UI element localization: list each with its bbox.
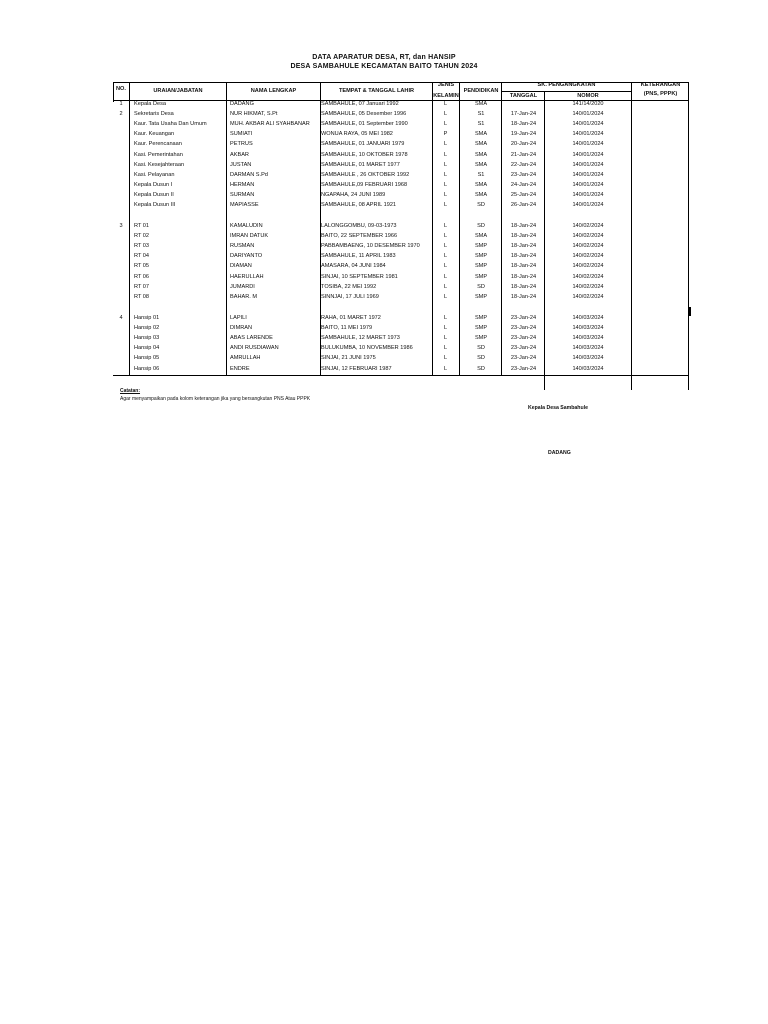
cell-pendidikan: S1	[477, 111, 485, 118]
col-rule-1	[129, 82, 130, 375]
cell-jenis-kelamin: L	[443, 325, 448, 332]
cell-nomor: 140/01/2024	[572, 131, 604, 138]
cell-jenis-kelamin: L	[443, 181, 448, 188]
cell-nama: DARIYANTO	[230, 253, 263, 260]
cell-nama: HAERULLAH	[230, 273, 264, 280]
cell-nama: DIMRAN	[230, 325, 253, 332]
cell-tanggal: 17-Jan-24	[510, 111, 537, 118]
cell-nomor: 140/03/2024	[572, 345, 604, 352]
cell-ttl: SINNJAI, 17 JULI 1969	[321, 293, 379, 300]
cell-nomor: 140/03/2024	[572, 335, 604, 342]
cell-no: 4	[119, 315, 123, 321]
header-sk: SK. PENGANGKATAN	[537, 82, 596, 88]
cell-nomor: 140/02/2024	[572, 253, 604, 260]
cell-jenis-kelamin: L	[443, 191, 448, 198]
cell-nama: PETRUS	[230, 141, 253, 148]
cell-jenis-kelamin: L	[443, 141, 448, 148]
cell-uraian: Kaur. Keuangan	[134, 131, 175, 138]
cell-uraian: Kaur. Tata Usaha Dan Umum	[134, 121, 207, 128]
cell-tanggal: 18-Jan-24	[510, 243, 537, 250]
cell-uraian: Sekretaris Desa	[134, 111, 174, 118]
col-marker	[689, 307, 691, 316]
cell-pendidikan: SMP	[474, 335, 488, 342]
cell-uraian: Hansip 03	[134, 335, 160, 342]
cell-tanggal: 18-Jan-24	[510, 233, 537, 240]
cell-tanggal: 23-Jan-24	[510, 335, 537, 342]
cell-nama: ENDRE	[230, 365, 250, 372]
cell-uraian: RT 02	[134, 233, 150, 240]
cell-nama: DARMAN S.Pd	[230, 171, 268, 178]
cell-no: 3	[119, 223, 123, 229]
cell-pendidikan: SMA	[474, 181, 488, 188]
cell-jenis-kelamin: L	[443, 233, 448, 240]
cell-nomor: 140/01/2024	[572, 121, 604, 128]
cell-nomor: 140/03/2024	[572, 315, 604, 321]
header-no: NO.	[116, 86, 126, 92]
cell-tanggal: 18-Jan-24	[510, 273, 537, 280]
cell-tanggal: 19-Jan-24	[510, 131, 537, 138]
cell-jenis-kelamin: L	[443, 273, 448, 280]
cell-ttl: LALONGGOMBU, 09-03-1973	[321, 223, 397, 229]
cell-nomor: 140/03/2024	[572, 365, 604, 372]
cell-uraian: RT 04	[134, 253, 150, 260]
cell-jenis-kelamin: L	[443, 243, 448, 250]
cell-uraian: Hansip 01	[134, 315, 160, 321]
cell-pendidikan: SMA	[474, 101, 488, 107]
cell-no: 2	[119, 111, 123, 118]
cell-nomor: 140/01/2024	[572, 191, 604, 198]
cell-pendidikan: SD	[477, 283, 485, 290]
cell-uraian: Hansip 06	[134, 365, 160, 372]
cell-ttl: BULUKUMBA, 10 NOVEMBER 1986	[321, 345, 413, 352]
cell-tanggal: 18-Jan-24	[510, 263, 537, 270]
cell-nama: MUH. AKBAR ALI SYAHBANAR	[230, 121, 310, 128]
cell-jenis-kelamin: L	[443, 253, 448, 260]
cell-ttl: SAMBAHULE, 10 OKTOBER 1978	[321, 151, 408, 158]
cell-jenis-kelamin: L	[443, 335, 448, 342]
header-jk-1: JENIS	[437, 82, 455, 88]
header-uraian: URAIAN/JABATAN	[153, 88, 203, 94]
cell-pendidikan: SD	[477, 202, 485, 208]
cell-uraian: Hansip 02	[134, 325, 160, 332]
cell-tanggal: 23-Jan-24	[510, 355, 537, 362]
cell-nama: NUR HIKMAT, S.Pt	[230, 111, 278, 118]
cell-nama: DIAMAN	[230, 263, 252, 270]
header-jk-2: KELAMIN	[433, 93, 459, 99]
table-bottom-rule	[113, 375, 689, 376]
cell-jenis-kelamin: L	[443, 315, 448, 321]
cell-nomor: 140/01/2024	[572, 202, 604, 208]
cell-ttl: RAHA, 01 MARET 1972	[321, 315, 381, 321]
cell-uraian: RT 06	[134, 273, 150, 280]
cell-nama: ABAS LARENDE	[230, 335, 273, 342]
cell-tanggal: 18-Jan-24	[510, 121, 537, 128]
cell-pendidikan: S1	[477, 171, 485, 178]
cell-nomor: 140/02/2024	[572, 293, 604, 300]
document-subtitle: DESA SAMBAHULE KECAMATAN BAITO TAHUN 2024	[290, 63, 478, 70]
cell-uraian: Kasi. Pelayanan	[134, 171, 175, 178]
cell-tanggal: 25-Jan-24	[510, 191, 537, 198]
cell-ttl: SAMBAHULE , 26 OKTOBER 1992	[321, 171, 410, 178]
cell-jenis-kelamin: L	[443, 171, 448, 178]
cell-ttl: SAMBAHULE, 08 APRIL 1921	[321, 202, 397, 208]
col-rule-9	[688, 82, 689, 390]
cell-pendidikan: SMA	[474, 141, 488, 148]
cell-ttl: SINJAI, 10 SEPTEMBER 1981	[321, 273, 398, 280]
col-rule-8	[631, 82, 632, 390]
cell-jenis-kelamin: L	[443, 161, 448, 168]
cell-pendidikan: S1	[477, 121, 485, 128]
cell-ttl: WONUA RAYA, 05 MEI 1982	[321, 131, 393, 138]
cell-pendidikan: SD	[477, 365, 485, 372]
cell-nomor: 140/01/2024	[572, 171, 604, 178]
cell-pendidikan: SMP	[474, 243, 488, 250]
cell-uraian: RT 07	[134, 283, 150, 290]
cell-nomor: 140/02/2024	[572, 243, 604, 250]
cell-jenis-kelamin: L	[443, 345, 448, 352]
cell-uraian: RT 05	[134, 263, 150, 270]
cell-tanggal: 18-Jan-24	[510, 283, 537, 290]
header-nomor: NOMOR	[577, 93, 599, 99]
cell-ttl: PABBAMBAENG, 10 DESEMBER 1970	[321, 243, 420, 250]
cell-nama: LAPILI	[230, 315, 247, 321]
cell-jenis-kelamin: L	[443, 101, 448, 107]
cell-ttl: SAMBAHULE, 12 MARET 1973	[321, 335, 400, 342]
cell-jenis-kelamin: L	[443, 355, 448, 362]
cell-uraian: RT 08	[134, 293, 150, 300]
cell-jenis-kelamin: L	[443, 365, 448, 372]
cell-nama: ANDI RUSDIAWAN	[230, 345, 279, 352]
cell-nama: MAPIASSE	[230, 202, 259, 208]
cell-ttl: BAITO, 22 SEPTEMBER 1966	[321, 233, 398, 240]
cell-tanggal: 23-Jan-24	[510, 325, 537, 332]
cell-uraian: Hansip 04	[134, 345, 160, 352]
signature-role: Kepala Desa Sambahule	[528, 405, 588, 411]
cell-nama: JUSTAN	[230, 161, 252, 168]
header-keterangan-sub: (PNS, PPPK)	[643, 91, 678, 97]
cell-nomor: 140/02/2024	[572, 233, 604, 240]
cell-uraian: Kepala Dusun I	[134, 181, 173, 188]
cell-nama: DADANG	[230, 101, 254, 107]
cell-nomor: 140/01/2024	[572, 141, 604, 148]
header-tanggal: TANGGAL	[509, 93, 538, 99]
cell-tanggal: 22-Jan-24	[510, 161, 537, 168]
document-title: DATA APARATUR DESA, RT, dan HANSIP	[312, 54, 456, 61]
cell-nama: IMRAN DATUK	[230, 233, 269, 240]
cell-ttl: SINJAI, 12 FEBRUARI 1987	[321, 365, 392, 372]
cell-nama: BAHAR. M	[230, 293, 258, 300]
cell-ttl: SAMBAHULE,09 FEBRUARI 1968	[321, 181, 408, 188]
cell-pendidikan: SD	[477, 355, 485, 362]
cell-uraian: RT 03	[134, 243, 150, 250]
notes-label: Catatan:	[120, 388, 141, 394]
cell-tanggal: 18-Jan-24	[510, 293, 537, 300]
cell-tanggal: 24-Jan-24	[510, 181, 537, 188]
cell-tanggal: 26-Jan-24	[510, 202, 537, 208]
cell-nomor: 140/01/2024	[572, 111, 604, 118]
cell-jenis-kelamin: L	[443, 151, 448, 158]
cell-pendidikan: SMA	[474, 151, 488, 158]
cell-nomor: 140/02/2024	[572, 273, 604, 280]
cell-nomor: 140/01/2024	[572, 151, 604, 158]
cell-pendidikan: SMP	[474, 315, 488, 321]
cell-uraian: Kasi. Pemerintahan	[134, 151, 183, 158]
cell-nama: KAMALUDIN	[230, 223, 263, 229]
cell-ttl: SAMBAHULE, 01 JANUARI 1979	[321, 141, 405, 148]
header-nama: NAMA LENGKAP	[250, 88, 297, 94]
cell-pendidikan: SMP	[474, 263, 488, 270]
cell-uraian: Kasi. Kesejahteraan	[134, 161, 185, 168]
header-ttl: TEMPAT & TANGGAL LAHIR	[338, 88, 415, 94]
col-rule-2	[226, 82, 227, 375]
cell-jenis-kelamin: L	[443, 263, 448, 270]
cell-nomor: 140/03/2024	[572, 325, 604, 332]
cell-pendidikan: SMP	[474, 293, 488, 300]
header-top-rule	[113, 82, 689, 83]
cell-ttl: SAMBAHULE, 01 MARET 1977	[321, 161, 400, 168]
cell-pendidikan: SMA	[474, 161, 488, 168]
cell-nomor: 140/01/2024	[572, 181, 604, 188]
cell-nama: HERMAN	[230, 181, 255, 188]
cell-uraian: Kaur. Perencanaan	[134, 141, 182, 148]
cell-ttl: TOSIBA, 22 MEI 1992	[321, 283, 377, 290]
cell-nama: SUMIATI	[230, 131, 253, 138]
cell-pendidikan: SMP	[474, 325, 488, 332]
cell-ttl: BAITO, 11 MEI 1979	[321, 325, 373, 332]
aparatur-table	[113, 82, 689, 392]
cell-tanggal: 23-Jan-24	[510, 365, 537, 372]
cell-pendidikan: SMA	[474, 131, 488, 138]
cell-tanggal: 23-Jan-24	[510, 315, 537, 321]
cell-uraian: Kepala Desa	[134, 101, 167, 107]
cell-tanggal: 23-Jan-24	[510, 171, 537, 178]
col-rule-0	[113, 82, 114, 102]
cell-nama: JUMARDI	[230, 283, 255, 290]
cell-tanggal: 21-Jan-24	[510, 151, 537, 158]
cell-jenis-kelamin: L	[443, 111, 448, 118]
cell-nama: AKBAR	[230, 151, 249, 158]
cell-jenis-kelamin: L	[443, 293, 448, 300]
cell-jenis-kelamin: L	[443, 202, 448, 208]
header-pendidikan: PENDIDIKAN	[463, 88, 499, 94]
notes-text: Agar menyampaikan pada kolom keterangan jika yang bersangkutan PNS Atau PPPK	[120, 396, 311, 402]
cell-nama: SURMAN	[230, 191, 255, 198]
cell-nama: AMRULLAH	[230, 355, 261, 362]
cell-jenis-kelamin: L	[443, 283, 448, 290]
header-keterangan: KETERANGAN	[640, 82, 681, 88]
cell-no: 1	[119, 101, 123, 107]
cell-tanggal: 23-Jan-24	[510, 345, 537, 352]
cell-ttl: AMASARA, 04 JUNI 1984	[321, 263, 386, 270]
cell-ttl: SAMBAHULE, 05 Desember 1996	[321, 111, 407, 118]
cell-tanggal: 20-Jan-24	[510, 141, 537, 148]
sk-mid-rule	[502, 91, 631, 92]
cell-pendidikan: SMP	[474, 253, 488, 260]
cell-ttl: NGAPAHA, 24 JUNI 1989	[321, 191, 386, 198]
cell-ttl: SINJAI, 21 JUNI 1975	[321, 355, 376, 362]
cell-pendidikan: SMA	[474, 191, 488, 198]
cell-tanggal: 18-Jan-24	[510, 253, 537, 260]
cell-ttl: SAMBAHULE, 11 APRIL 1983	[321, 253, 396, 260]
cell-nomor: 140/01/2024	[572, 161, 604, 168]
cell-pendidikan: SMA	[474, 233, 488, 240]
cell-uraian: Hansip 05	[134, 355, 160, 362]
cell-jenis-kelamin: P	[443, 131, 448, 138]
cell-ttl: SAMBAHULE, 01 September 1990	[321, 121, 408, 128]
cell-nomor: 140/02/2024	[572, 263, 604, 270]
cell-uraian: Kepala Dusun II	[134, 191, 174, 198]
cell-uraian: Kepala Dusun III	[134, 202, 176, 208]
cell-jenis-kelamin: L	[443, 223, 448, 229]
cell-nama: RUSMAN	[230, 243, 255, 250]
cell-pendidikan: SD	[477, 223, 485, 229]
cell-pendidikan: SD	[477, 345, 485, 352]
signature-name: DADANG	[548, 450, 571, 456]
cell-nomor: 141/14/2020	[572, 101, 604, 107]
cell-tanggal: 18-Jan-24	[510, 223, 537, 229]
cell-jenis-kelamin: L	[443, 121, 448, 128]
cell-ttl: SAMBAHULE, 07 Januari 1992	[321, 101, 399, 107]
cell-nomor: 140/02/2024	[572, 223, 604, 229]
cell-uraian: RT 01	[134, 223, 150, 229]
cell-nomor: 140/02/2024	[572, 283, 604, 290]
cell-nomor: 140/03/2024	[572, 355, 604, 362]
cell-pendidikan: SMP	[474, 273, 488, 280]
